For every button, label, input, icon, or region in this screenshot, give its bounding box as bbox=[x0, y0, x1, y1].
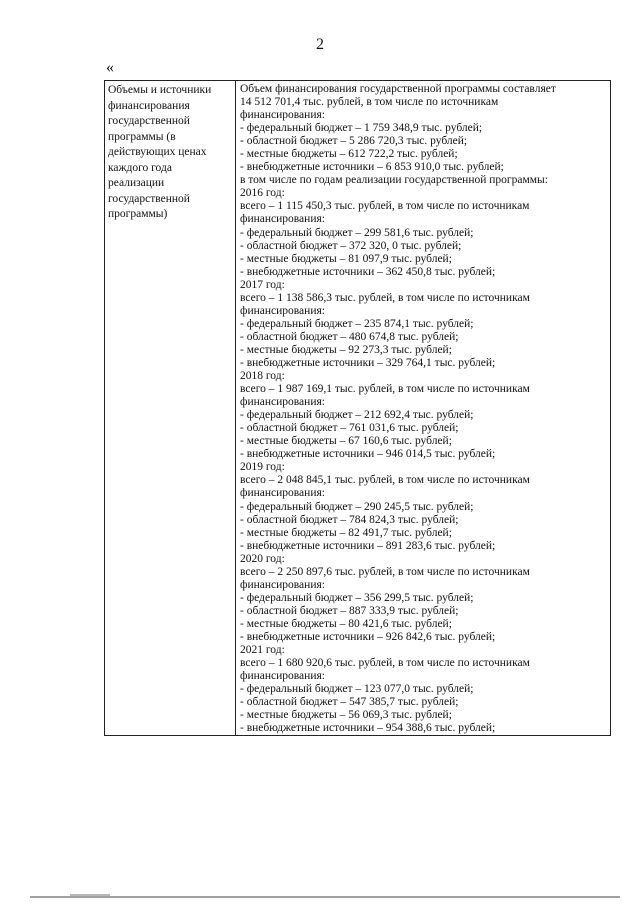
financing-line: всего – 2 048 845,1 тыс. рублей, в том числе по источникам bbox=[240, 474, 530, 487]
section-title-line: реализации bbox=[108, 177, 165, 189]
section-title-line: финансирования bbox=[108, 99, 190, 112]
financing-line: - внебюджетные источники – 926 842,6 тыс. рублей; bbox=[240, 630, 496, 643]
financing-line: финансирования: bbox=[240, 670, 325, 683]
financing-line: - федеральный бюджет – 356 299,5 тыс. рублей; bbox=[240, 591, 474, 604]
financing-line: финансирования: bbox=[240, 487, 325, 500]
financing-line: - областной бюджет – 372 320, 0 тыс. рублей; bbox=[240, 239, 462, 252]
financing-line: финансирования: bbox=[240, 213, 325, 226]
financing-line: - федеральный бюджет – 299 581,6 тыс. рублей; bbox=[240, 226, 474, 239]
financing-line: - областной бюджет – 887 333,9 тыс. рублей; bbox=[240, 604, 459, 617]
financing-line: 2017 год: bbox=[240, 278, 285, 291]
financing-line: - местные бюджеты – 80 421,6 тыс. рублей; bbox=[240, 617, 452, 630]
financing-line: - внебюджетные источники – 6 853 910,0 тыс. рублей; bbox=[240, 161, 504, 174]
financing-line: - областной бюджет – 784 824,3 тыс. рублей; bbox=[240, 513, 459, 526]
financing-line: всего – 1 138 586,3 тыс. рублей, в том числе по источникам bbox=[240, 291, 530, 304]
financing-line: - местные бюджеты – 81 097,9 тыс. рублей; bbox=[240, 252, 452, 265]
financing-line: Объем финансирования государственной программы составляет bbox=[240, 83, 556, 95]
financing-line: 2018 год: bbox=[240, 370, 285, 383]
financing-line: в том числе по годам реализации государственной программы: bbox=[240, 174, 548, 187]
financing-line: 2019 год: bbox=[240, 461, 285, 474]
financing-line: - федеральный бюджет – 290 245,5 тыс. рублей; bbox=[240, 500, 474, 513]
section-title-line: государственной bbox=[108, 115, 190, 127]
financing-line: - местные бюджеты – 82 491,7 тыс. рублей; bbox=[240, 526, 452, 539]
footer-rule bbox=[0, 889, 640, 905]
financing-line: - местные бюджеты – 56 069,3 тыс. рублей; bbox=[240, 709, 452, 722]
financing-line: финансирования: bbox=[240, 396, 325, 409]
financing-line: 2020 год: bbox=[240, 552, 285, 565]
financing-line: - областной бюджет – 5 286 720,3 тыс. рублей; bbox=[240, 135, 468, 148]
financing-line: финансирования: bbox=[240, 304, 325, 317]
financing-line: - областной бюджет – 761 031,6 тыс. рублей; bbox=[240, 422, 459, 435]
financing-line: - местные бюджеты – 92 273,3 тыс. рублей; bbox=[240, 343, 452, 356]
financing-line: - областной бюджет – 547 385,7 тыс. рублей; bbox=[240, 696, 459, 709]
section-title-line: программы (в bbox=[108, 130, 176, 143]
financing-line: всего – 1 680 920,6 тыс. рублей, в том числе по источникам bbox=[240, 657, 530, 670]
page-number: 2 bbox=[316, 36, 324, 53]
opening-quote-mark: « bbox=[106, 59, 114, 76]
section-title-line: действующих ценах bbox=[108, 146, 207, 158]
financing-line: 2016 год: bbox=[240, 187, 285, 200]
financing-line: всего – 2 250 897,6 тыс. рублей, в том числе по источникам bbox=[240, 565, 530, 578]
financing-line: всего – 1 115 450,3 тыс. рублей, в том числе по источникам bbox=[240, 200, 530, 213]
financing-line: - областной бюджет – 480 674,8 тыс. рублей; bbox=[240, 330, 459, 343]
financing-line: - федеральный бюджет – 123 077,0 тыс. рублей; bbox=[240, 683, 474, 696]
section-title-line: Объемы и источники bbox=[108, 84, 212, 96]
section-title-line: программы) bbox=[108, 208, 168, 220]
financing-line: - федеральный бюджет – 212 692,4 тыс. рублей; bbox=[240, 409, 474, 422]
financing-line: - местные бюджеты – 612 722,2 тыс. рублей; bbox=[240, 148, 458, 161]
financing-line: - внебюджетные источники – 362 450,8 тыс. рублей; bbox=[240, 265, 496, 278]
section-title-line: каждого года bbox=[108, 161, 172, 174]
financing-details-cell bbox=[236, 81, 610, 735]
financing-line: 14 512 701,4 тыс. рублей, в том числе по источникам bbox=[240, 96, 499, 109]
financing-line: всего – 1 987 169,1 тыс. рублей, в том числе по источникам bbox=[240, 383, 530, 396]
financing-line: - федеральный бюджет – 1 759 348,9 тыс. рублей; bbox=[240, 122, 483, 135]
financing-line: - федеральный бюджет – 235 874,1 тыс. рублей; bbox=[240, 317, 474, 330]
financing-line: - внебюджетные источники – 946 014,5 тыс. рублей; bbox=[240, 448, 496, 461]
financing-line: - внебюджетные источники – 954 388,6 тыс. рублей; bbox=[240, 722, 496, 735]
financing-line: - местные бюджеты – 67 160,6 тыс. рублей; bbox=[240, 435, 452, 448]
financing-line: финансирования: bbox=[240, 109, 325, 122]
financing-line: 2021 год: bbox=[240, 644, 285, 657]
financing-line: - внебюджетные источники – 891 283,6 тыс. рублей; bbox=[240, 539, 496, 552]
financing-line: - внебюджетные источники – 329 764,1 тыс. рублей; bbox=[240, 356, 496, 369]
section-title-cell bbox=[105, 81, 236, 735]
section-title-line: государственной bbox=[108, 192, 190, 205]
financing-table bbox=[104, 80, 611, 736]
financing-line: финансирования: bbox=[240, 578, 325, 591]
